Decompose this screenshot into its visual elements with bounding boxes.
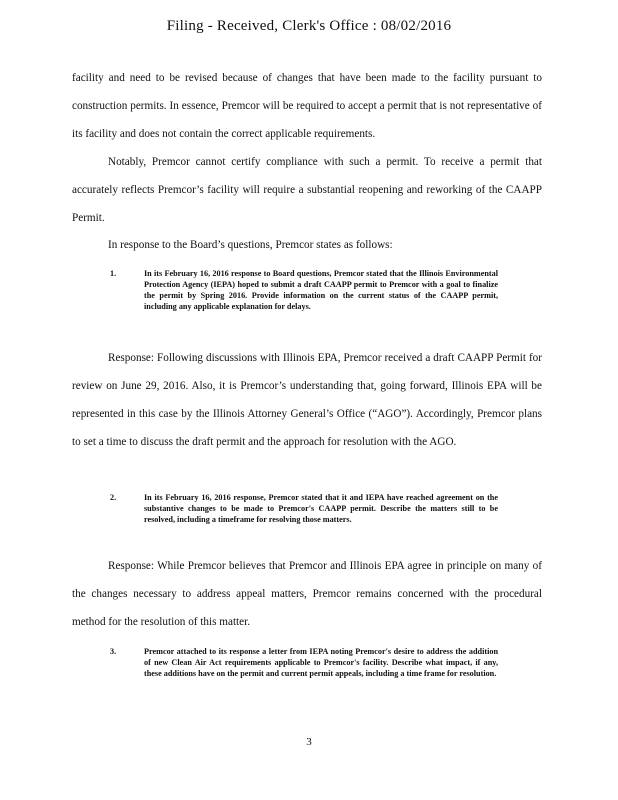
paragraph-continuation <box>72 64 542 148</box>
question-text: In its February 16, 2016 response to Board questions, Premcor stated that the Illinois Environmental Protection Agency (IEPA) hoped to submit a draft CAAPP permit to Premcor with a goal to finalize the permit by Spring 2016. Provide information on the current status of the CAAPP permit, including any applicable explanation for delays. <box>144 269 498 311</box>
question-number: 2. <box>110 493 117 502</box>
paragraph-3: In response to the Board’s questions, Premcor states as follows: <box>108 239 393 251</box>
response-paragraph-1: Response: Following discussions with Illinois EPA, Premcor received a draft CAAPP Permit for review on June 29, 2016. Also, it is Premcor’s understanding that, going forward, Illinois EPA will be represented in this case by the Illinois Attorney General’s Office (“AGO”). Accordingly, Premcor plans to set a time to discuss the draft permit and the approach for resolution with the AGO. <box>72 352 542 448</box>
page-number: 3 <box>306 736 312 748</box>
filing-header: Filing - Received, Clerk's Office : 08/02/2016 <box>166 18 452 34</box>
paragraph-intro-block <box>72 231 542 259</box>
response-paragraph-2: Response: While Premcor believes that Premcor and Illinois EPA agree in principle on many of the changes necessary to address appeal matters, Premcor remains concerned with the procedural method for the resolution of this matter. <box>72 560 542 628</box>
question-item-1 <box>110 268 530 312</box>
paragraph-2: Notably, Premcor cannot certify compliance with such a permit. To receive a permit that accurately reflects Premcor’s facility will require a substantial reopening and reworking of the CAAPP Permit. <box>72 156 542 224</box>
question-number: 1. <box>110 269 117 278</box>
response-1-block <box>72 344 542 456</box>
question-text: In its February 16, 2016 response, Premcor stated that it and IEPA have reached agreement on the substantive changes to be made to Premcor's CAAPP permit. Describe the matters still to be resolved, including a timeframe for resolving those matters. <box>144 493 498 524</box>
question-number: 3. <box>110 647 117 656</box>
question-text: Premcor attached to its response a letter from IEPA noting Premcor's desire to address the addition of new Clean Air Act requirements applicable to Premcor's facility. Describe what impact, if any, these additions have on the permit and current permit appeals, including a time frame for resolution. <box>144 647 498 678</box>
paragraph-1: facility and need to be revised because of changes that have been made to the facility pursuant to construction permits. In essence, Premcor will be required to accept a permit that is not representative of its facility and does not contain the correct applicable requirements. <box>72 72 542 140</box>
question-item-2 <box>110 492 530 525</box>
question-item-3 <box>110 646 530 679</box>
paragraph-notably-block <box>72 148 542 232</box>
response-2-block <box>72 552 542 636</box>
